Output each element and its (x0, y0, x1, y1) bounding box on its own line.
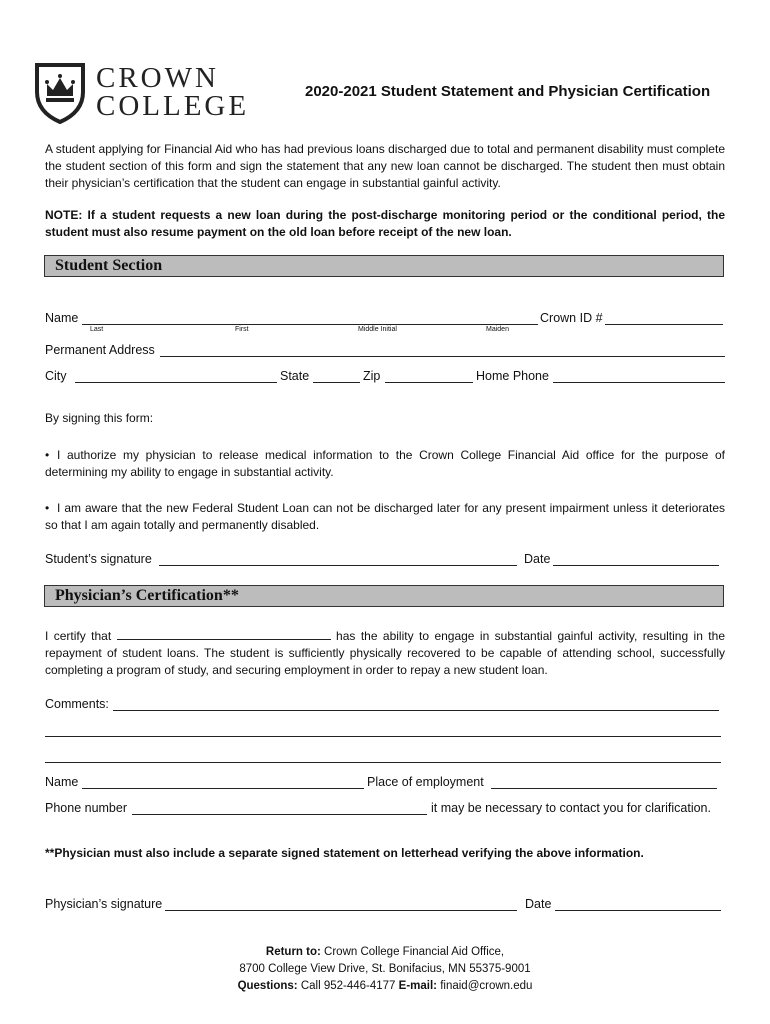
intro-paragraph: A student applying for Financial Aid who has had previous loans discharged due to total and permanent disability must complete the student section of this form and sign the statement that any new loan cannot be discharged. The student then must obtain their physician’s certification that the student can engage in substantial gainful activity. (45, 142, 725, 190)
questions-phone: Call 952-446-4177 (300, 980, 396, 992)
footer-address: 8700 College View Drive, St. Bonifacius, MN 55375-9001 (239, 963, 531, 975)
crown-id-label: Crown ID # (540, 311, 603, 325)
home-phone-field[interactable] (553, 369, 725, 383)
name-subfield-labels (0, 326, 770, 336)
employment-field[interactable] (491, 775, 717, 789)
email-link[interactable]: finaid@crown.edu (440, 980, 533, 992)
return-text: Crown College Financial Aid Office, (324, 946, 505, 958)
physician-date-field[interactable] (555, 897, 721, 911)
zip-field[interactable] (385, 369, 473, 383)
awareness-text: I am aware that the new Federal Student Loan can not be discharged later for any present impairment unless it deteriorates so that I am again totally and permanently disabled. (45, 501, 725, 532)
certify-text: has the ability to engage in substantial gainful activity, resulting in the repayment of student loans. The student is sufficiently physically recovered to be capable of attending school, successfully completing a program of study, and securing employment in order to repay a new student loan. (45, 629, 725, 677)
comments-row (45, 697, 725, 715)
state-field[interactable] (313, 369, 360, 383)
footer-questions (0, 978, 770, 995)
return-label: Return to: (265, 946, 321, 958)
address-row (45, 343, 725, 361)
sub-label-middle: Middle Initial (358, 326, 397, 333)
logo-college-text: COLLEGE (96, 90, 250, 122)
comments-field-line-3[interactable] (45, 749, 721, 763)
crown-id-field[interactable] (605, 311, 723, 325)
student-signature-row (45, 552, 725, 570)
comments-label: Comments: (45, 697, 109, 711)
physician-section-header (44, 585, 724, 607)
student-date-label: Date (524, 552, 551, 566)
home-phone-label: Home Phone (476, 369, 549, 383)
college-logo (34, 58, 264, 128)
certify-pre-text: I certify that (45, 629, 112, 643)
physician-signature-label: Physician’s signature (45, 897, 163, 911)
physician-phone-field[interactable] (132, 801, 427, 815)
signing-intro: By signing this form: (45, 411, 154, 425)
logo-crown-text: CROWN (96, 62, 219, 94)
zip-label: Zip (363, 369, 381, 383)
student-name-field[interactable] (82, 311, 538, 325)
crown-crest-icon (34, 62, 86, 124)
footer-return (0, 944, 770, 961)
physician-name-field[interactable] (82, 775, 364, 789)
physician-phone-label: Phone number (45, 801, 128, 815)
awareness-bullet (45, 500, 725, 534)
student-signature-label: Student’s signature (45, 552, 152, 566)
questions-label: Questions: (237, 980, 298, 992)
phone-note: it may be necessary to contact you for clarification. (431, 801, 711, 815)
comments-field-line-1[interactable] (113, 697, 719, 711)
email-label: E-mail: (398, 980, 437, 992)
sub-label-maiden: Maiden (486, 326, 509, 333)
physician-name-row (45, 775, 725, 793)
student-section-title: Student Section (55, 257, 163, 274)
page-title: 2020-2021 Student Statement and Physician Certification (305, 83, 711, 100)
comments-field-line-2[interactable] (45, 723, 721, 737)
physician-signature-row (45, 897, 725, 915)
physician-section-title: Physician’s Certification** (55, 587, 239, 604)
employment-label: Place of employment (367, 775, 484, 789)
student-name-blank[interactable] (117, 627, 331, 640)
student-date-field[interactable] (553, 552, 719, 566)
name-label: Name (45, 311, 79, 325)
letterhead-note: **Physician must also include a separate signed statement on letterhead verifying the above information. (45, 846, 644, 860)
city-field[interactable] (75, 369, 277, 383)
bullet-icon: • (45, 501, 50, 515)
sub-label-first: First (235, 326, 249, 333)
student-signature-field[interactable] (159, 552, 517, 566)
state-label: State (280, 369, 310, 383)
address-field[interactable] (160, 343, 725, 357)
physician-name-label: Name (45, 775, 79, 789)
city-row (45, 369, 725, 387)
physician-signature-field[interactable] (165, 897, 517, 911)
note-paragraph: NOTE: If a student requests a new loan during the post-discharge monitoring period or the conditional period, the student must also resume payment on the old loan before receipt of the new loan. (45, 208, 725, 239)
authorization-text: I authorize my physician to release medical information to the Crown College Financial Aid office for the purpose of determining my ability to engage in substantial activity. (45, 448, 725, 479)
sub-label-last: Last (90, 326, 104, 333)
bullet-icon: • (45, 448, 50, 462)
certify-paragraph (45, 627, 725, 679)
address-label: Permanent Address (45, 343, 155, 357)
authorization-bullet (45, 447, 725, 481)
physician-date-label: Date (525, 897, 552, 911)
physician-phone-row (45, 801, 725, 819)
student-section-header (44, 255, 724, 277)
city-label: City (45, 369, 67, 383)
